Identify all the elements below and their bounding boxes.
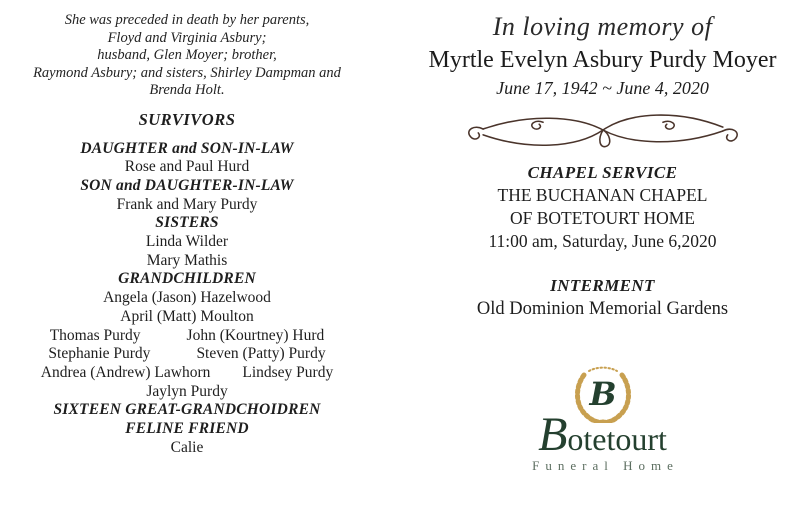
daughter-heading: DAUGHTER and SON-IN-LAW bbox=[80, 139, 294, 157]
funeral-home-logo bbox=[415, 365, 790, 474]
chapel-service-section bbox=[415, 162, 790, 253]
grandchild-name: John (Kourtney) Hurd bbox=[186, 326, 325, 344]
intro-line: She was preceded in death by her parents, bbox=[64, 12, 310, 28]
chapel-service-details bbox=[415, 184, 790, 253]
memorial-panel bbox=[415, 12, 790, 474]
feline-friend-heading: FELINE FRIEND bbox=[125, 420, 249, 438]
grandchildren-pair-row bbox=[6, 364, 368, 383]
chapel-line: OF BOTETOURT HOME bbox=[510, 208, 695, 228]
grandchild-name: Lindsey Purdy bbox=[242, 363, 334, 381]
grandchild-name: Angela (Jason) Hazelwood bbox=[103, 289, 271, 307]
daughter-names: Rose and Paul Hurd bbox=[124, 158, 250, 176]
funeral-home-subtitle: Funeral Home bbox=[532, 458, 679, 473]
grandchild-name: Stephanie Purdy bbox=[48, 345, 151, 363]
chapel-line: THE BUCHANAN CHAPEL bbox=[497, 185, 708, 205]
laurel-wreath-icon bbox=[570, 365, 636, 423]
great-grandchildren-heading: SIXTEEN GREAT-GRANDCHOIDREN bbox=[53, 401, 321, 419]
chapel-service-heading: CHAPEL SERVICE bbox=[527, 163, 678, 182]
interment-heading: INTERMENT bbox=[550, 276, 655, 295]
sister-name: Mary Mathis bbox=[146, 251, 228, 269]
grandchild-name: Steven (Patty) Purdy bbox=[196, 345, 326, 363]
intro-line: Raymond Asbury; and sisters, Shirley Dampman and bbox=[33, 64, 341, 81]
chapel-line: 11:00 am, Saturday, June 6,2020 bbox=[488, 231, 717, 251]
flourish-icon bbox=[458, 108, 748, 152]
interment-location: Old Dominion Memorial Gardens bbox=[476, 299, 729, 319]
survivor-list bbox=[6, 140, 368, 458]
logo-monogram: B bbox=[588, 375, 617, 413]
sisters-heading: SISTERS bbox=[155, 214, 219, 232]
sister-name: Linda Wilder bbox=[145, 233, 229, 251]
grandchild-name: April (Matt) Moulton bbox=[120, 307, 254, 325]
in-loving-memory-line: In loving memory of bbox=[492, 12, 713, 41]
intro-line: husband, Glen Moyer; brother, bbox=[97, 47, 277, 63]
intro-line: Brenda Holt. bbox=[149, 82, 225, 98]
calligraphic-flourish-divider bbox=[415, 108, 790, 152]
grandchildren-heading: GRANDCHILDREN bbox=[118, 270, 256, 288]
grandchildren-pair-row bbox=[6, 327, 368, 346]
son-heading: SON and DAUGHTER-IN-LAW bbox=[80, 176, 294, 194]
deceased-name: Myrtle Evelyn Asbury Purdy Moyer bbox=[428, 47, 777, 73]
grandchild-name: Jaylyn Purdy bbox=[146, 382, 228, 400]
intro-line: Floyd and Virginia Asbury; bbox=[107, 29, 267, 46]
preceded-in-death-paragraph bbox=[6, 12, 368, 100]
grandchildren-pair-row bbox=[6, 345, 368, 364]
survivors-heading: SURVIVORS bbox=[138, 109, 236, 129]
son-names: Frank and Mary Purdy bbox=[116, 195, 258, 213]
funeral-home-name: Botetourt bbox=[538, 408, 667, 461]
life-dates: June 17, 1942 ~ June 4, 2020 bbox=[496, 78, 709, 98]
grandchild-name: Andrea (Andrew) Lawhorn bbox=[40, 363, 211, 381]
logo-emblem bbox=[415, 365, 790, 423]
interment-section bbox=[415, 275, 790, 321]
survivors-panel bbox=[6, 12, 368, 457]
grandchild-name: Thomas Purdy bbox=[49, 326, 141, 344]
feline-friend-name: Calie bbox=[170, 438, 204, 456]
